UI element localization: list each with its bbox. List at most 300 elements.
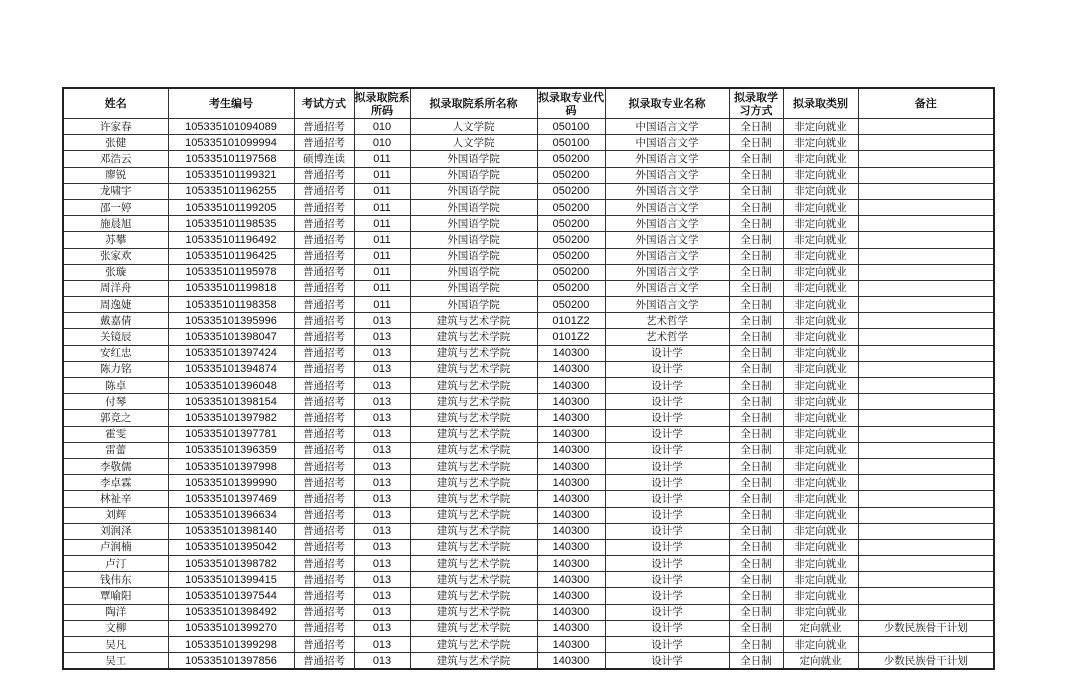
cell-dept-name: 建筑与艺术学院 xyxy=(410,523,537,539)
cell-remarks xyxy=(858,248,994,264)
cell-major-code: 140300 xyxy=(537,620,605,636)
cell-dept-name: 建筑与艺术学院 xyxy=(410,491,537,507)
cell-exam-type: 普通招考 xyxy=(294,199,354,215)
cell-category: 非定向就业 xyxy=(783,491,858,507)
cell-study-mode: 全日制 xyxy=(729,572,783,588)
table-row xyxy=(63,378,994,394)
table-row xyxy=(63,410,994,426)
cell-dept-code: 011 xyxy=(354,232,410,248)
table-row xyxy=(63,637,994,653)
cell-name: 周逸婕 xyxy=(63,297,168,313)
cell-dept-code: 013 xyxy=(354,556,410,572)
table-row xyxy=(63,151,994,167)
cell-candidate-id: 105335101198535 xyxy=(168,216,294,232)
cell-name: 安红忠 xyxy=(63,345,168,361)
cell-exam-type: 普通招考 xyxy=(294,167,354,183)
cell-category: 非定向就业 xyxy=(783,426,858,442)
cell-dept-code: 013 xyxy=(354,394,410,410)
cell-major-code: 140300 xyxy=(537,475,605,491)
cell-remarks xyxy=(858,556,994,572)
header-dept-code xyxy=(354,88,410,119)
cell-dept-name: 外国语学院 xyxy=(410,199,537,215)
cell-name: 刘润泽 xyxy=(63,523,168,539)
cell-remarks xyxy=(858,167,994,183)
cell-dept-name: 外国语学院 xyxy=(410,248,537,264)
table-row xyxy=(63,248,994,264)
cell-candidate-id: 105335101099994 xyxy=(168,135,294,151)
cell-study-mode: 全日制 xyxy=(729,426,783,442)
cell-candidate-id: 105335101196255 xyxy=(168,183,294,199)
cell-study-mode: 全日制 xyxy=(729,410,783,426)
cell-dept-name: 建筑与艺术学院 xyxy=(410,329,537,345)
cell-category: 非定向就业 xyxy=(783,458,858,474)
cell-major-name: 外国语言文学 xyxy=(605,183,729,199)
cell-name: 吴凡 xyxy=(63,637,168,653)
cell-major-code: 140300 xyxy=(537,588,605,604)
cell-name: 刘辉 xyxy=(63,507,168,523)
cell-major-name: 设计学 xyxy=(605,491,729,507)
cell-major-name: 外国语言文学 xyxy=(605,167,729,183)
cell-remarks xyxy=(858,135,994,151)
cell-dept-name: 建筑与艺术学院 xyxy=(410,410,537,426)
cell-exam-type: 普通招考 xyxy=(294,378,354,394)
cell-dept-code: 013 xyxy=(354,491,410,507)
cell-major-code: 050100 xyxy=(537,119,605,135)
cell-study-mode: 全日制 xyxy=(729,297,783,313)
table-row xyxy=(63,475,994,491)
cell-dept-name: 建筑与艺术学院 xyxy=(410,345,537,361)
header-exam-type: 考试方式 xyxy=(294,88,354,119)
cell-name: 邵一婷 xyxy=(63,199,168,215)
cell-dept-code: 013 xyxy=(354,539,410,555)
cell-candidate-id: 105335101199205 xyxy=(168,199,294,215)
cell-category: 非定向就业 xyxy=(783,248,858,264)
cell-name: 张健 xyxy=(63,135,168,151)
cell-candidate-id: 105335101397856 xyxy=(168,653,294,670)
cell-candidate-id: 105335101398782 xyxy=(168,556,294,572)
cell-major-code: 050200 xyxy=(537,264,605,280)
cell-study-mode: 全日制 xyxy=(729,329,783,345)
cell-study-mode: 全日制 xyxy=(729,523,783,539)
cell-category: 非定向就业 xyxy=(783,345,858,361)
cell-study-mode: 全日制 xyxy=(729,475,783,491)
cell-candidate-id: 105335101396359 xyxy=(168,442,294,458)
cell-dept-code: 013 xyxy=(354,653,410,670)
cell-dept-name: 建筑与艺术学院 xyxy=(410,539,537,555)
cell-exam-type: 普通招考 xyxy=(294,620,354,636)
cell-category: 非定向就业 xyxy=(783,151,858,167)
cell-exam-type: 普通招考 xyxy=(294,280,354,296)
table-row xyxy=(63,426,994,442)
cell-major-code: 140300 xyxy=(537,410,605,426)
cell-study-mode: 全日制 xyxy=(729,507,783,523)
cell-major-code: 140300 xyxy=(537,458,605,474)
cell-study-mode: 全日制 xyxy=(729,216,783,232)
table-row xyxy=(63,458,994,474)
cell-remarks xyxy=(858,151,994,167)
cell-major-code: 140300 xyxy=(537,604,605,620)
header-candidate-id: 考生编号 xyxy=(168,88,294,119)
table-row xyxy=(63,620,994,636)
cell-exam-type: 普通招考 xyxy=(294,135,354,151)
cell-candidate-id: 105335101196492 xyxy=(168,232,294,248)
cell-dept-name: 建筑与艺术学院 xyxy=(410,604,537,620)
cell-major-name: 中国语言文学 xyxy=(605,119,729,135)
cell-major-code: 140300 xyxy=(537,345,605,361)
cell-major-code: 140300 xyxy=(537,523,605,539)
cell-category: 非定向就业 xyxy=(783,313,858,329)
cell-major-code: 050200 xyxy=(537,151,605,167)
cell-candidate-id: 105335101398140 xyxy=(168,523,294,539)
cell-remarks xyxy=(858,523,994,539)
table-body xyxy=(63,119,994,670)
cell-dept-code: 013 xyxy=(354,523,410,539)
cell-name: 李卓霖 xyxy=(63,475,168,491)
cell-exam-type: 普通招考 xyxy=(294,588,354,604)
cell-category: 非定向就业 xyxy=(783,588,858,604)
cell-dept-code: 013 xyxy=(354,329,410,345)
cell-dept-code: 011 xyxy=(354,264,410,280)
cell-major-code: 140300 xyxy=(537,539,605,555)
cell-study-mode: 全日制 xyxy=(729,119,783,135)
cell-candidate-id: 105335101397982 xyxy=(168,410,294,426)
cell-major-code: 050200 xyxy=(537,248,605,264)
cell-remarks: 少数民族骨干计划 xyxy=(858,620,994,636)
cell-dept-name: 外国语学院 xyxy=(410,151,537,167)
cell-dept-code: 013 xyxy=(354,426,410,442)
cell-major-name: 设计学 xyxy=(605,378,729,394)
cell-exam-type: 普通招考 xyxy=(294,458,354,474)
admission-table xyxy=(62,87,995,670)
cell-category: 非定向就业 xyxy=(783,135,858,151)
cell-major-code: 140300 xyxy=(537,442,605,458)
cell-name: 覃喻阳 xyxy=(63,588,168,604)
cell-major-name: 设计学 xyxy=(605,572,729,588)
cell-dept-code: 011 xyxy=(354,216,410,232)
cell-study-mode: 全日制 xyxy=(729,280,783,296)
table-row xyxy=(63,588,994,604)
cell-dept-code: 010 xyxy=(354,135,410,151)
cell-exam-type: 普通招考 xyxy=(294,297,354,313)
cell-remarks: 少数民族骨干计划 xyxy=(858,653,994,670)
cell-remarks xyxy=(858,604,994,620)
table-row xyxy=(63,313,994,329)
cell-name: 邓浩云 xyxy=(63,151,168,167)
cell-study-mode: 全日制 xyxy=(729,345,783,361)
table-row xyxy=(63,345,994,361)
cell-major-name: 设计学 xyxy=(605,475,729,491)
cell-exam-type: 普通招考 xyxy=(294,637,354,653)
cell-exam-type: 普通招考 xyxy=(294,361,354,377)
cell-category: 非定向就业 xyxy=(783,410,858,426)
cell-dept-name: 外国语学院 xyxy=(410,264,537,280)
cell-study-mode: 全日制 xyxy=(729,604,783,620)
table-row xyxy=(63,394,994,410)
cell-category: 非定向就业 xyxy=(783,523,858,539)
cell-remarks xyxy=(858,588,994,604)
cell-candidate-id: 105335101399298 xyxy=(168,637,294,653)
cell-name: 钱伟东 xyxy=(63,572,168,588)
cell-study-mode: 全日制 xyxy=(729,653,783,670)
cell-major-name: 设计学 xyxy=(605,637,729,653)
cell-dept-name: 外国语学院 xyxy=(410,232,537,248)
cell-dept-name: 外国语学院 xyxy=(410,167,537,183)
table-row xyxy=(63,604,994,620)
cell-remarks xyxy=(858,297,994,313)
cell-study-mode: 全日制 xyxy=(729,313,783,329)
cell-dept-name: 建筑与艺术学院 xyxy=(410,556,537,572)
cell-dept-code: 013 xyxy=(354,313,410,329)
cell-candidate-id: 105335101395996 xyxy=(168,313,294,329)
cell-exam-type: 普通招考 xyxy=(294,475,354,491)
cell-remarks xyxy=(858,458,994,474)
cell-candidate-id: 105335101396634 xyxy=(168,507,294,523)
cell-study-mode: 全日制 xyxy=(729,539,783,555)
cell-candidate-id: 105335101198358 xyxy=(168,297,294,313)
cell-major-name: 中国语言文学 xyxy=(605,135,729,151)
cell-exam-type: 普通招考 xyxy=(294,232,354,248)
cell-category: 非定向就业 xyxy=(783,119,858,135)
cell-category: 非定向就业 xyxy=(783,637,858,653)
cell-study-mode: 全日制 xyxy=(729,588,783,604)
cell-dept-code: 013 xyxy=(354,588,410,604)
cell-candidate-id: 105335101396048 xyxy=(168,378,294,394)
cell-name: 戴嘉倩 xyxy=(63,313,168,329)
cell-major-name: 外国语言文学 xyxy=(605,248,729,264)
cell-dept-code: 011 xyxy=(354,151,410,167)
cell-exam-type: 普通招考 xyxy=(294,426,354,442)
cell-major-code: 140300 xyxy=(537,653,605,670)
cell-category: 非定向就业 xyxy=(783,604,858,620)
header-major-name: 拟录取专业名称 xyxy=(605,88,729,119)
header-remarks: 备注 xyxy=(858,88,994,119)
cell-dept-name: 建筑与艺术学院 xyxy=(410,653,537,670)
cell-candidate-id: 105335101397544 xyxy=(168,588,294,604)
cell-major-name: 外国语言文学 xyxy=(605,297,729,313)
cell-remarks xyxy=(858,637,994,653)
table-row xyxy=(63,119,994,135)
cell-dept-code: 013 xyxy=(354,410,410,426)
table-row xyxy=(63,442,994,458)
cell-major-name: 设计学 xyxy=(605,361,729,377)
cell-remarks xyxy=(858,507,994,523)
header-dept-name: 拟录取院系所名称 xyxy=(410,88,537,119)
cell-name: 文柳 xyxy=(63,620,168,636)
cell-candidate-id: 105335101399415 xyxy=(168,572,294,588)
cell-dept-name: 外国语学院 xyxy=(410,183,537,199)
cell-major-code: 050200 xyxy=(537,199,605,215)
cell-name: 关镜辰 xyxy=(63,329,168,345)
cell-major-code: 050200 xyxy=(537,216,605,232)
cell-study-mode: 全日制 xyxy=(729,135,783,151)
cell-name: 郭竞之 xyxy=(63,410,168,426)
cell-dept-code: 011 xyxy=(354,167,410,183)
cell-major-code: 140300 xyxy=(537,556,605,572)
cell-remarks xyxy=(858,475,994,491)
cell-dept-name: 外国语学院 xyxy=(410,216,537,232)
cell-category: 非定向就业 xyxy=(783,475,858,491)
cell-name: 吴工 xyxy=(63,653,168,670)
cell-candidate-id: 105335101398154 xyxy=(168,394,294,410)
table-row xyxy=(63,653,994,670)
cell-dept-name: 建筑与艺术学院 xyxy=(410,313,537,329)
cell-study-mode: 全日制 xyxy=(729,637,783,653)
cell-study-mode: 全日制 xyxy=(729,458,783,474)
table-row xyxy=(63,199,994,215)
cell-category: 非定向就业 xyxy=(783,232,858,248)
cell-category: 非定向就业 xyxy=(783,394,858,410)
cell-major-code: 0101Z2 xyxy=(537,313,605,329)
cell-name: 龙啸宇 xyxy=(63,183,168,199)
header-row xyxy=(63,88,994,119)
cell-name: 卢汀 xyxy=(63,556,168,572)
cell-dept-code: 013 xyxy=(354,378,410,394)
table-row xyxy=(63,183,994,199)
cell-candidate-id: 105335101397781 xyxy=(168,426,294,442)
cell-dept-code: 011 xyxy=(354,297,410,313)
table-row xyxy=(63,280,994,296)
cell-dept-name: 外国语学院 xyxy=(410,280,537,296)
cell-major-name: 外国语言文学 xyxy=(605,264,729,280)
cell-dept-name: 建筑与艺术学院 xyxy=(410,361,537,377)
cell-dept-code: 013 xyxy=(354,458,410,474)
cell-name: 霍雯 xyxy=(63,426,168,442)
cell-major-name: 设计学 xyxy=(605,620,729,636)
cell-exam-type: 普通招考 xyxy=(294,604,354,620)
cell-category: 非定向就业 xyxy=(783,216,858,232)
cell-major-code: 050100 xyxy=(537,135,605,151)
cell-remarks xyxy=(858,216,994,232)
cell-major-name: 设计学 xyxy=(605,523,729,539)
cell-dept-name: 建筑与艺术学院 xyxy=(410,572,537,588)
cell-major-name: 设计学 xyxy=(605,588,729,604)
cell-exam-type: 普通招考 xyxy=(294,572,354,588)
cell-name: 林祉辛 xyxy=(63,491,168,507)
cell-candidate-id: 105335101398047 xyxy=(168,329,294,345)
cell-name: 陶洋 xyxy=(63,604,168,620)
cell-dept-code: 011 xyxy=(354,248,410,264)
cell-dept-code: 013 xyxy=(354,637,410,653)
table-row xyxy=(63,329,994,345)
table-row xyxy=(63,297,994,313)
cell-candidate-id: 105335101199818 xyxy=(168,280,294,296)
cell-major-name: 设计学 xyxy=(605,539,729,555)
cell-remarks xyxy=(858,442,994,458)
header-category: 拟录取类别 xyxy=(783,88,858,119)
cell-remarks xyxy=(858,539,994,555)
cell-dept-code: 013 xyxy=(354,361,410,377)
cell-remarks xyxy=(858,232,994,248)
cell-dept-code: 013 xyxy=(354,345,410,361)
cell-major-code: 140300 xyxy=(537,378,605,394)
cell-dept-name: 建筑与艺术学院 xyxy=(410,507,537,523)
cell-major-code: 140300 xyxy=(537,394,605,410)
cell-study-mode: 全日制 xyxy=(729,248,783,264)
cell-candidate-id: 105335101195978 xyxy=(168,264,294,280)
table-header xyxy=(63,88,994,119)
cell-study-mode: 全日制 xyxy=(729,442,783,458)
cell-exam-type: 普通招考 xyxy=(294,216,354,232)
cell-category: 非定向就业 xyxy=(783,297,858,313)
cell-name: 雷蕾 xyxy=(63,442,168,458)
cell-name: 苏攀 xyxy=(63,232,168,248)
cell-dept-name: 人文学院 xyxy=(410,119,537,135)
table-row xyxy=(63,507,994,523)
cell-major-code: 050200 xyxy=(537,232,605,248)
cell-major-name: 设计学 xyxy=(605,426,729,442)
cell-remarks xyxy=(858,345,994,361)
cell-exam-type: 普通招考 xyxy=(294,653,354,670)
cell-exam-type: 普通招考 xyxy=(294,313,354,329)
cell-category: 非定向就业 xyxy=(783,280,858,296)
cell-candidate-id: 105335101196425 xyxy=(168,248,294,264)
cell-major-code: 050200 xyxy=(537,280,605,296)
cell-name: 周洋舟 xyxy=(63,280,168,296)
cell-name: 卢润楠 xyxy=(63,539,168,555)
cell-remarks xyxy=(858,378,994,394)
cell-major-name: 设计学 xyxy=(605,410,729,426)
cell-category: 非定向就业 xyxy=(783,442,858,458)
cell-candidate-id: 105335101399990 xyxy=(168,475,294,491)
cell-candidate-id: 105335101397424 xyxy=(168,345,294,361)
cell-candidate-id: 105335101398492 xyxy=(168,604,294,620)
cell-dept-name: 建筑与艺术学院 xyxy=(410,442,537,458)
header-study-mode-label: 拟录取学习方式 xyxy=(734,90,778,117)
cell-major-name: 艺术哲学 xyxy=(605,313,729,329)
cell-dept-code: 013 xyxy=(354,604,410,620)
cell-name: 张璇 xyxy=(63,264,168,280)
cell-major-name: 设计学 xyxy=(605,345,729,361)
cell-exam-type: 普通招考 xyxy=(294,523,354,539)
header-name: 姓名 xyxy=(63,88,168,119)
cell-category: 非定向就业 xyxy=(783,264,858,280)
table-row xyxy=(63,264,994,280)
cell-dept-name: 建筑与艺术学院 xyxy=(410,620,537,636)
cell-dept-name: 建筑与艺术学院 xyxy=(410,394,537,410)
cell-exam-type: 普通招考 xyxy=(294,394,354,410)
table-row xyxy=(63,361,994,377)
cell-dept-code: 013 xyxy=(354,475,410,491)
table-row xyxy=(63,556,994,572)
cell-study-mode: 全日制 xyxy=(729,199,783,215)
cell-major-code: 140300 xyxy=(537,491,605,507)
cell-exam-type: 普通招考 xyxy=(294,507,354,523)
cell-category: 非定向就业 xyxy=(783,167,858,183)
cell-name: 廖锐 xyxy=(63,167,168,183)
cell-name: 付琴 xyxy=(63,394,168,410)
cell-name: 许家春 xyxy=(63,119,168,135)
cell-major-name: 外国语言文学 xyxy=(605,151,729,167)
cell-candidate-id: 105335101094089 xyxy=(168,119,294,135)
cell-name: 李敬儒 xyxy=(63,458,168,474)
cell-remarks xyxy=(858,264,994,280)
cell-dept-code: 011 xyxy=(354,199,410,215)
cell-name: 张家欢 xyxy=(63,248,168,264)
cell-major-code: 0101Z2 xyxy=(537,329,605,345)
cell-major-code: 050200 xyxy=(537,297,605,313)
cell-remarks xyxy=(858,329,994,345)
cell-remarks xyxy=(858,183,994,199)
cell-dept-code: 013 xyxy=(354,620,410,636)
cell-remarks xyxy=(858,426,994,442)
cell-major-name: 设计学 xyxy=(605,604,729,620)
cell-dept-name: 建筑与艺术学院 xyxy=(410,637,537,653)
header-study-mode xyxy=(729,88,783,119)
cell-category: 非定向就业 xyxy=(783,507,858,523)
cell-category: 定向就业 xyxy=(783,620,858,636)
cell-study-mode: 全日制 xyxy=(729,378,783,394)
cell-major-name: 外国语言文学 xyxy=(605,199,729,215)
